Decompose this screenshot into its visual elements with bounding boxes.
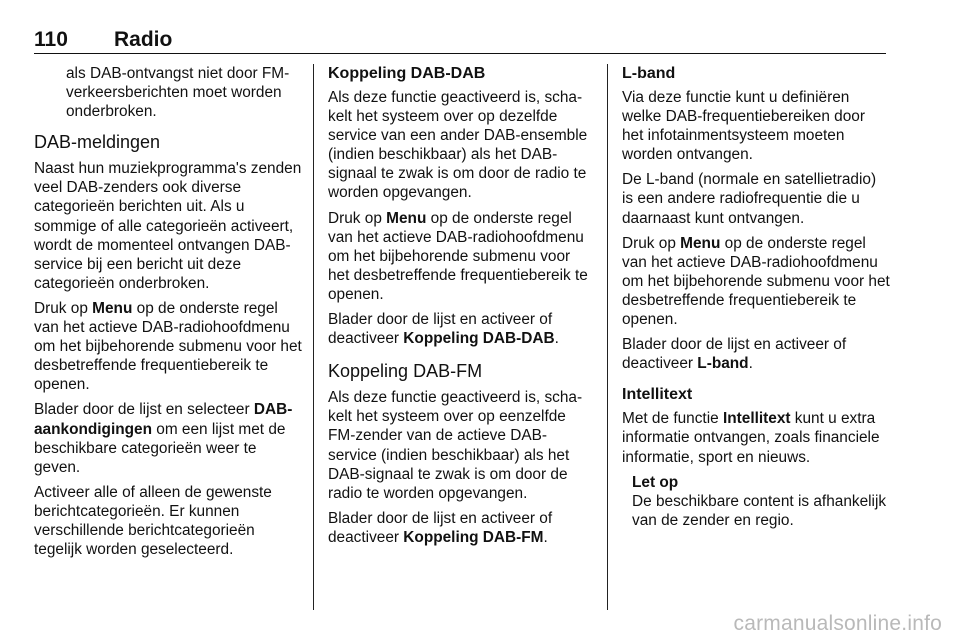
note-box	[622, 473, 890, 530]
intellitext-keyword: Intellitext	[722, 410, 791, 428]
heading-koppeling-dab-dab: Koppeling DAB-DAB	[328, 65, 486, 82]
page-header	[34, 28, 886, 50]
koppeling-dab-dab-keyword: Koppeling DAB-DAB	[403, 330, 555, 348]
menu-keyword: Menu	[680, 234, 721, 252]
l-band-description: De L-band (normale en satellietradio) is een andere radiofrequentie die u daarnaast kunt ontvangen.	[622, 171, 877, 227]
dab-dab-toggle-instruction: Blader door de lijst en activeer of deactiveer Koppeling DAB-DAB.	[328, 311, 559, 348]
dab-fm-intro: Als deze functie geactiveerd is, schakelt het systeem over op eenzelfde FM-zender van de actieve DAB-service (indien beschikbaar) als het DAB-signaal te zwak is om door de radio te worden opgevangen.	[328, 389, 583, 502]
dab-dab-intro: Als deze functie geactiveerd is, schakelt het systeem over op dezelfde service van een ander DAB-ensemble (indien beschikbaar) als het DAB-signaal te zwak is om door de radio te worden opgevangen.	[328, 89, 588, 202]
intellitext-intro: Met de functie Intellitext kunt u extra informatie ontvangen, zoals financiele informatie, sport en nieuws.	[622, 410, 880, 466]
l-band-toggle-instruction: Blader door de lijst en activeer of deactiveer L-band.	[622, 336, 847, 373]
l-band-keyword: L-band	[697, 355, 749, 373]
page-number: 110	[34, 28, 68, 51]
column-3	[622, 64, 890, 530]
dab-meldingen-intro: Naast hun muziekprogramma's zenden veel DAB-zenders ook diverse categorieën berichten uit. Als u sommige of alle categorieën activeert, wordt de momenteel ontvangen DAB-service bij een bericht uit deze categorieën onderbroken.	[34, 160, 302, 292]
l-band-menu-instruction: Druk op Menu op de onderste regel van het actieve DAB-radiohoofdmenu om het bijbehorende submenu voor het desbetreffende frequentiebereik te openen.	[622, 234, 890, 329]
heading-l-band: L-band	[622, 65, 676, 82]
continued-text: als DAB-ontvangst niet door FM-verkeersberichten moet worden onderbroken.	[66, 65, 290, 121]
section-title: Radio	[114, 28, 173, 51]
watermark: carmanualsonline.info	[733, 612, 942, 635]
dab-fm-toggle-instruction: Blader door de lijst en activeer of deactiveer Koppeling DAB-FM.	[328, 509, 553, 546]
menu-keyword: Menu	[386, 209, 427, 227]
heading-dab-meldingen: DAB-meldingen	[34, 132, 161, 153]
heading-intellitext: Intellitext	[622, 386, 693, 404]
l-band-intro: Via deze functie kunt u definiëren welke DAB-frequentiebereiken door het infotainmentsysteem moeten worden ontvangen.	[622, 89, 865, 164]
note-text: De beschikbare content is afhankelijk van de zender en regio.	[632, 492, 887, 529]
column-divider-2	[607, 64, 608, 610]
note-label: Let op	[632, 473, 679, 491]
koppeling-dab-fm-keyword: Koppeling DAB-FM	[403, 528, 544, 546]
dab-meldingen-select-instruction: Blader door de lijst en selecteer DAB-aankondigingen om een lijst met de beschikbare categorieën weer te geven.	[34, 401, 293, 476]
column-divider-1	[313, 64, 314, 610]
column-1	[34, 64, 302, 565]
menu-keyword: Menu	[92, 299, 133, 317]
dab-dab-menu-instruction: Druk op Menu op de onderste regel van het actieve DAB-radiohoofdmenu om het bijbehorende submenu voor het desbetreffende frequentiebereik te openen.	[328, 209, 588, 303]
column-2	[328, 64, 594, 553]
header-rule	[34, 53, 886, 54]
heading-koppeling-dab-fm: Koppeling DAB-FM	[328, 361, 483, 382]
dab-meldingen-menu-instruction: Druk op Menu op de onderste regel van het actieve DAB-radiohoofdmenu om het bijbehorende submenu voor het desbetreffende frequentiebereik te openen.	[34, 299, 302, 394]
dab-meldingen-activate-text: Activeer alle of alleen de gewenste berichtcategorieën. Er kunnen verschillende berichtcategorieën tegelijk worden geselecteerd.	[34, 483, 272, 559]
dab-aankondigingen-keyword: DAB-aankondigingen	[34, 401, 293, 438]
